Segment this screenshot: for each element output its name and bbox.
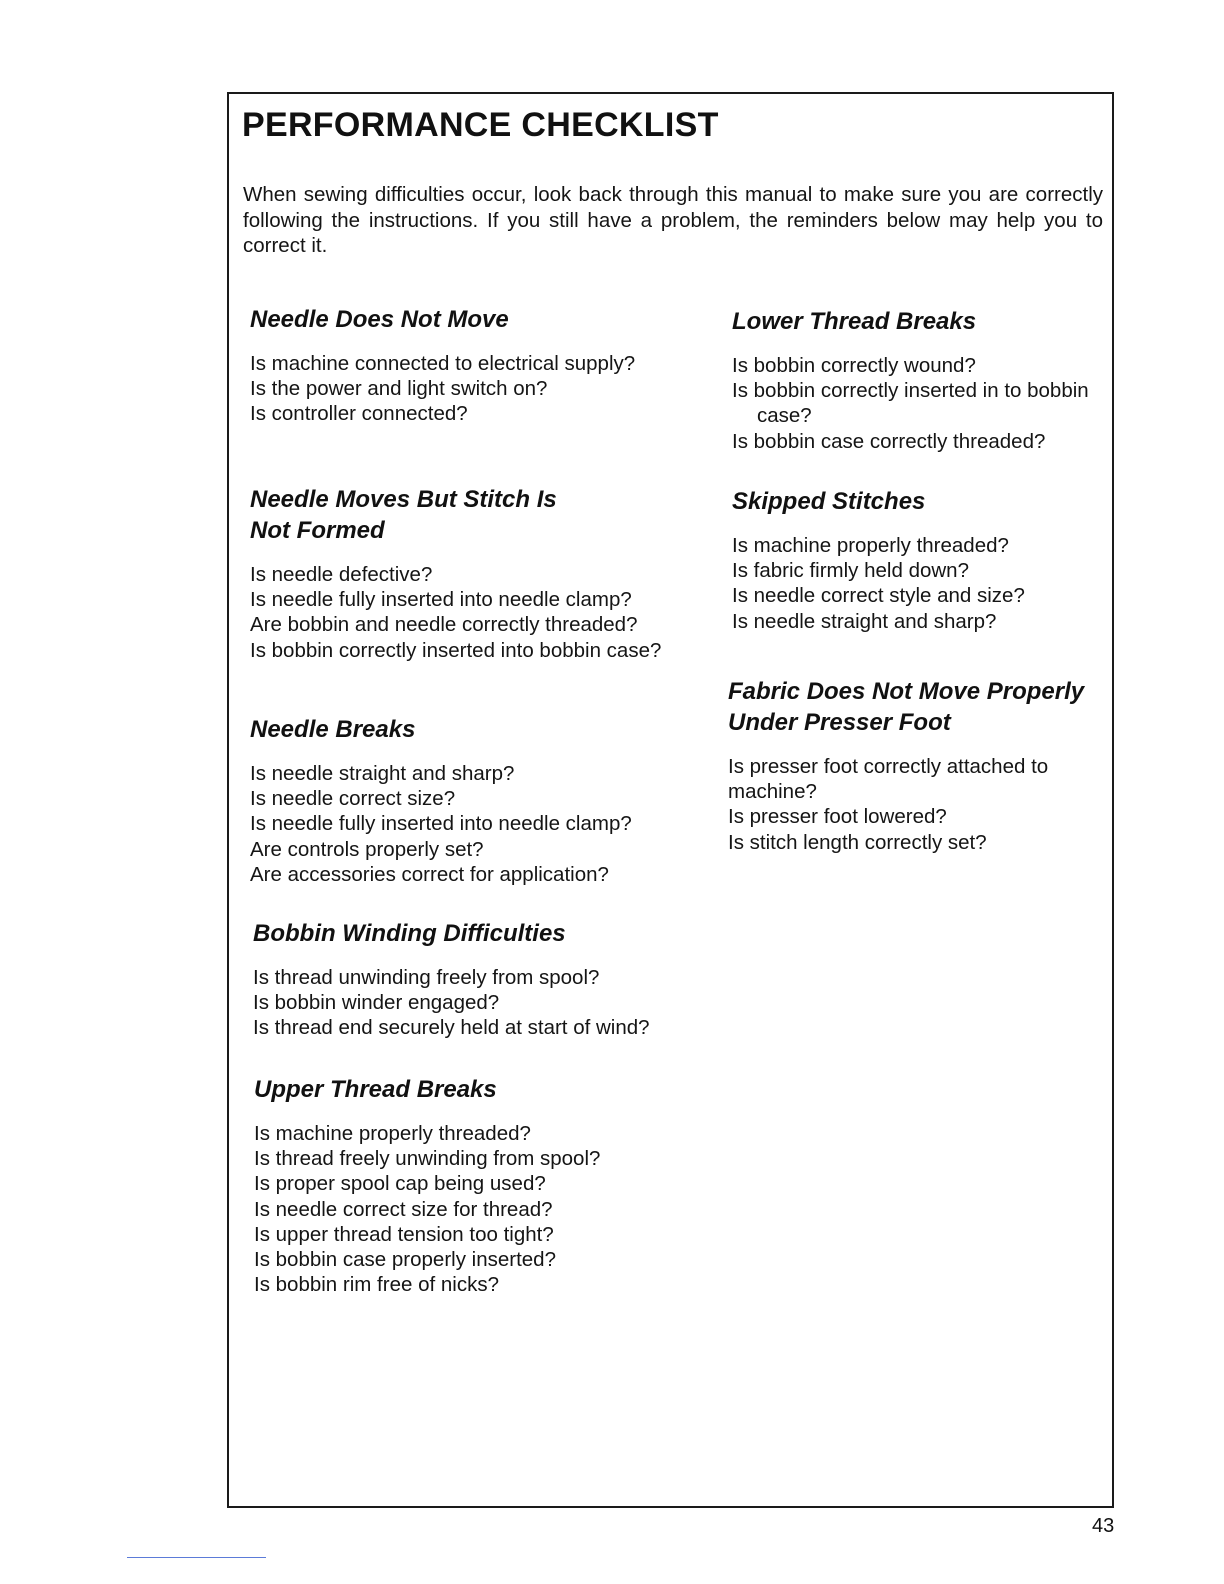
question-item: Is thread unwinding freely from spool? — [253, 966, 600, 989]
question-item: Is needle straight and sharp? — [732, 609, 997, 633]
section-heading: Skipped Stitches — [732, 488, 926, 515]
section-needle-does-not-move — [250, 304, 690, 427]
question-item: Are controls properly set? — [250, 837, 484, 861]
question-item: Is bobbin case correctly threaded? — [732, 429, 1046, 453]
footer-rule — [127, 1557, 266, 1558]
question-item: Is the power and light switch on? — [250, 377, 548, 401]
section-heading: Lower Thread Breaks — [732, 308, 977, 335]
section-needle-breaks — [250, 714, 690, 887]
question-item: Is upper thread tension too tight? — [254, 1222, 554, 1246]
question-item: Is needle correct size for thread? — [254, 1197, 553, 1221]
question-item: Is bobbin correctly inserted into bobbin case? — [250, 638, 662, 662]
intro-paragraph: When sewing difficulties occur, look back through this manual to make sure you are correctly following the instructions. If you still have a problem, the reminders below may help you to correct it. — [243, 183, 1103, 257]
section-heading: Bobbin Winding Difficulties — [253, 920, 566, 947]
section-heading: Upper Thread Breaks — [254, 1076, 497, 1103]
question-item: Is presser foot correctly attached to machine? — [728, 755, 1049, 804]
question-item: Is machine properly threaded? — [254, 1122, 531, 1145]
question-item: Is needle correct size? — [250, 787, 456, 811]
section-lower-thread-breaks — [732, 306, 1102, 454]
question-item: Is needle correct style and size? — [732, 584, 1025, 608]
question-item: Is needle fully inserted into needle clamp? — [250, 588, 632, 612]
question-list — [250, 351, 690, 427]
question-item: Is needle straight and sharp? — [250, 762, 515, 785]
question-item: Is stitch length correctly set? — [728, 830, 987, 854]
section-heading: Fabric Does Not Move Properly Under Presser Foot — [728, 678, 1085, 736]
question-item: Is bobbin case properly inserted? — [254, 1248, 556, 1272]
question-list — [250, 761, 690, 887]
question-item: Is presser foot lowered? — [728, 805, 947, 829]
question-item: Is needle defective? — [250, 563, 433, 586]
question-item: Is bobbin correctly inserted in to bobbin case? — [732, 379, 1089, 428]
question-item: Is fabric firmly held down? — [732, 559, 969, 583]
question-list — [253, 965, 693, 1041]
question-list — [732, 533, 1102, 634]
question-list — [728, 754, 1106, 855]
section-upper-thread-breaks — [254, 1074, 694, 1297]
question-item: Is controller connected? — [250, 402, 468, 426]
question-list — [250, 562, 680, 663]
page-title: PERFORMANCE CHECKLIST — [242, 106, 719, 144]
section-fabric-does-not-move — [728, 676, 1106, 855]
question-list — [732, 353, 1102, 454]
section-skipped-stitches — [732, 486, 1102, 634]
page-number: 43 — [1092, 1515, 1115, 1537]
question-list — [254, 1121, 694, 1297]
section-heading: Needle Does Not Move — [250, 306, 509, 333]
section-heading: Needle Breaks — [250, 716, 416, 743]
question-item: Is needle fully inserted into needle clamp? — [250, 812, 632, 836]
question-item: Are accessories correct for application? — [250, 862, 609, 886]
question-item: Is thread freely unwinding from spool? — [254, 1147, 601, 1171]
section-bobbin-winding-difficulties — [253, 918, 693, 1041]
question-item: Is machine properly threaded? — [732, 534, 1009, 557]
section-heading: Needle Moves But Stitch Is Not Formed — [250, 486, 557, 544]
question-item: Is proper spool cap being used? — [254, 1172, 546, 1196]
question-item: Is machine connected to electrical supply? — [250, 352, 636, 375]
question-item: Is bobbin rim free of nicks? — [254, 1273, 499, 1297]
section-needle-moves-stitch-not-formed — [250, 484, 680, 663]
question-item: Is bobbin winder engaged? — [253, 991, 500, 1015]
question-item: Is thread end securely held at start of wind? — [253, 1016, 650, 1040]
question-item: Are bobbin and needle correctly threaded? — [250, 613, 638, 637]
question-item: Is bobbin correctly wound? — [732, 354, 976, 377]
